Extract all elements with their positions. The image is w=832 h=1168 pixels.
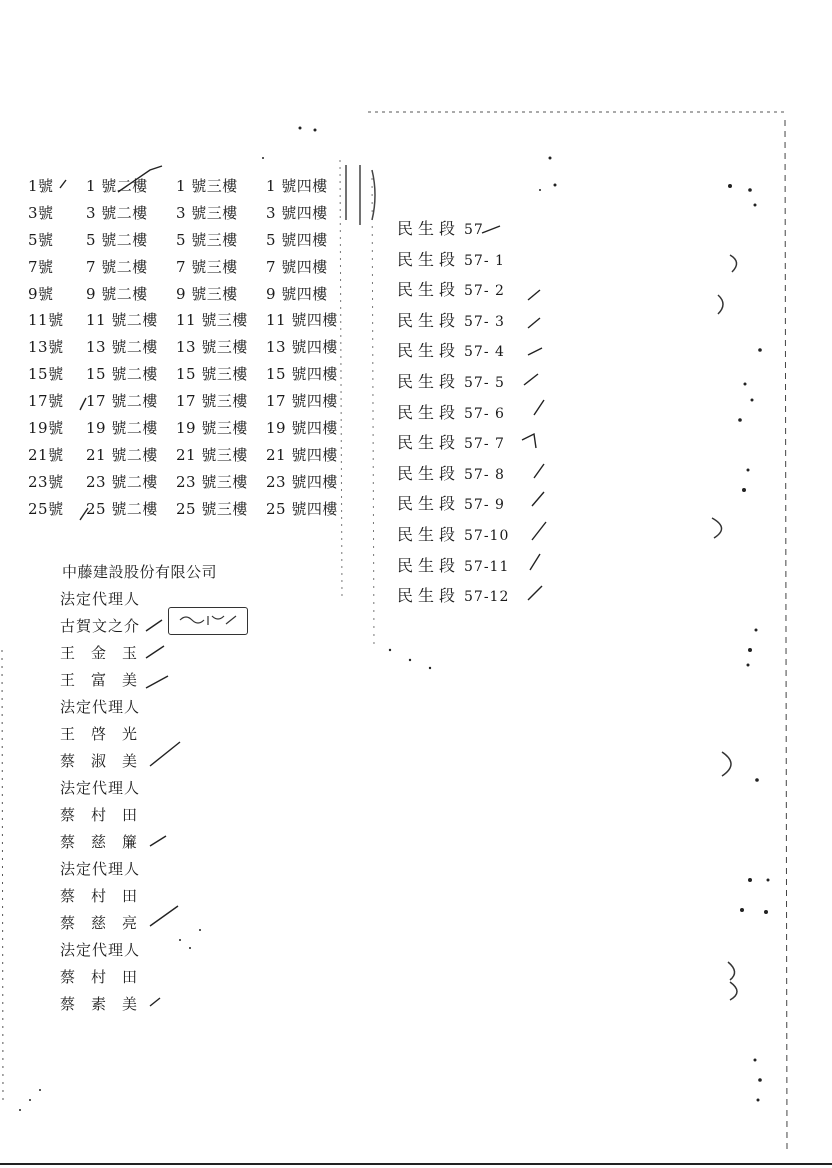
parcel-section: 民生段 [397, 586, 461, 606]
parcel-section: 民生段 [397, 463, 461, 483]
address-cell: 13 號三樓 [176, 338, 248, 357]
parcel-section: 民生段 [397, 249, 461, 269]
address-row [28, 333, 356, 360]
address-cell: 17號 [28, 392, 64, 411]
parcel-section: 民生段 [397, 371, 461, 391]
signatory-name: 王啓光 [60, 725, 154, 743]
address-cell: 3 號二樓 [86, 203, 148, 222]
parcel-number: 57- 7 [464, 436, 505, 453]
address-row [28, 360, 356, 387]
parcel-item [397, 459, 509, 490]
address-cell: 25 號二樓 [86, 499, 158, 518]
parcel-item [397, 428, 509, 459]
legal-representative-label: 法定代理人 [60, 779, 141, 797]
company-name: 中藤建設股份有限公司 [62, 563, 218, 581]
address-cell: 17 號三樓 [176, 392, 248, 411]
address-cell: 15 號四樓 [266, 365, 338, 384]
parcel-section: 民生段 [397, 219, 461, 238]
address-cell: 1 號三樓 [176, 176, 238, 195]
address-cell: 3號 [28, 203, 54, 222]
address-cell: 9號 [28, 284, 54, 303]
address-cell: 17 號四樓 [266, 392, 338, 411]
address-cell: 7 號三樓 [176, 257, 238, 276]
address-cell: 21號 [28, 445, 64, 464]
address-cell: 13號 [28, 338, 64, 357]
address-cell: 5號 [28, 230, 54, 249]
parcel-item [397, 367, 509, 398]
address-cell: 9 號二樓 [86, 284, 148, 303]
address-row [28, 414, 356, 441]
parcel-section: 民生段 [397, 341, 461, 361]
address-cell: 21 號三樓 [176, 445, 248, 464]
parcel-section: 民生段 [397, 494, 461, 514]
address-cell: 23 號三樓 [176, 472, 248, 491]
parcel-number: 57- 3 [464, 313, 505, 330]
address-row [28, 253, 356, 280]
legal-representative-label: 法定代理人 [60, 590, 141, 608]
address-cell: 25號 [28, 499, 64, 518]
address-cell: 21 號四樓 [266, 445, 338, 464]
address-cell: 9 號四樓 [266, 284, 328, 303]
address-row [28, 468, 356, 495]
address-cell: 21 號二樓 [86, 445, 158, 464]
legal-representative-label: 法定代理人 [60, 941, 141, 959]
address-cell: 5 號二樓 [86, 230, 148, 249]
parcel-number: 57- 6 [464, 405, 505, 422]
address-cell: 3 號三樓 [176, 203, 238, 222]
address-table [28, 172, 356, 522]
signatory-name: 蔡村田 [60, 968, 154, 986]
parcel-section: 民生段 [397, 402, 461, 422]
address-row [28, 495, 356, 522]
parcel-number: 57-10 [464, 527, 510, 544]
address-cell: 1 號二樓 [86, 176, 148, 195]
parcel-number: 57 [464, 222, 484, 238]
address-cell: 19 號二樓 [86, 418, 158, 437]
parcel-item [397, 551, 509, 582]
parcel-item [397, 214, 509, 245]
land-parcel-list [397, 214, 509, 612]
parcel-item [397, 245, 509, 276]
address-cell: 5 號四樓 [266, 230, 328, 249]
address-cell: 7號 [28, 257, 54, 276]
parcel-item [397, 581, 509, 612]
parcel-section: 民生段 [397, 555, 461, 575]
address-cell: 13 號二樓 [86, 338, 158, 357]
signatory-name: 蔡慈簾 [60, 833, 154, 851]
signatory-name: 蔡慈亮 [60, 914, 154, 932]
address-row [28, 387, 356, 414]
address-cell: 9 號三樓 [176, 284, 238, 303]
signatory-name: 古賀文之介 [60, 617, 141, 635]
legal-representative-label: 法定代理人 [60, 698, 141, 716]
signatory-name: 蔡淑美 [60, 752, 154, 770]
parcel-item [397, 398, 509, 429]
parcel-section: 民生段 [397, 280, 461, 300]
address-cell: 1號 [28, 176, 54, 195]
address-cell: 25 號三樓 [176, 499, 248, 518]
address-row [28, 199, 356, 226]
address-row [28, 441, 356, 468]
signatory-name: 王金玉 [60, 644, 154, 662]
address-row [28, 226, 356, 253]
parcel-number: 57-11 [464, 558, 510, 575]
address-cell: 15 號二樓 [86, 365, 158, 384]
address-cell: 19 號三樓 [176, 418, 248, 437]
address-cell: 3 號四樓 [266, 203, 328, 222]
seal-stamp-mark [178, 612, 238, 628]
signatory-name: 蔡村田 [60, 887, 154, 905]
address-cell: 23 號四樓 [266, 472, 338, 491]
address-cell: 11 號三樓 [176, 311, 248, 330]
address-cell: 11 號二樓 [86, 311, 158, 330]
parcel-item [397, 520, 509, 551]
address-row [28, 306, 356, 333]
address-cell: 5 號三樓 [176, 230, 238, 249]
signatory-list [60, 586, 153, 1018]
parcel-item [397, 306, 509, 337]
address-cell: 15號 [28, 365, 64, 384]
signatory-name: 王富美 [60, 671, 154, 689]
parcel-number: 57- 1 [464, 252, 505, 269]
parcel-number: 57- 2 [464, 283, 505, 300]
address-cell: 11 號四樓 [266, 311, 338, 330]
signatory-name: 蔡素美 [60, 995, 154, 1013]
parcel-section: 民生段 [397, 310, 461, 330]
parcel-number: 57- 9 [464, 497, 505, 514]
parcel-item [397, 275, 509, 306]
parcel-item [397, 336, 509, 367]
parcel-item [397, 489, 509, 520]
address-row [28, 172, 356, 199]
address-cell: 1 號四樓 [266, 176, 328, 195]
parcel-number: 57- 5 [464, 374, 505, 391]
signatory-name: 蔡村田 [60, 806, 154, 824]
address-cell: 11號 [28, 311, 64, 330]
address-cell: 15 號三樓 [176, 365, 248, 384]
address-cell: 23 號二樓 [86, 472, 158, 491]
parcel-number: 57- 4 [464, 344, 505, 361]
address-cell: 7 號二樓 [86, 257, 148, 276]
address-cell: 25 號四樓 [266, 499, 338, 518]
address-cell: 23號 [28, 472, 64, 491]
legal-representative-label: 法定代理人 [60, 860, 141, 878]
parcel-section: 民生段 [397, 524, 461, 544]
address-row [28, 280, 356, 307]
address-cell: 13 號四樓 [266, 338, 338, 357]
parcel-number: 57- 8 [464, 466, 505, 483]
address-cell: 7 號四樓 [266, 257, 328, 276]
address-cell: 19號 [28, 418, 64, 437]
parcel-number: 57-12 [464, 589, 510, 606]
parcel-section: 民生段 [397, 433, 461, 453]
address-cell: 19 號四樓 [266, 418, 338, 437]
address-cell: 17 號二樓 [86, 392, 158, 411]
